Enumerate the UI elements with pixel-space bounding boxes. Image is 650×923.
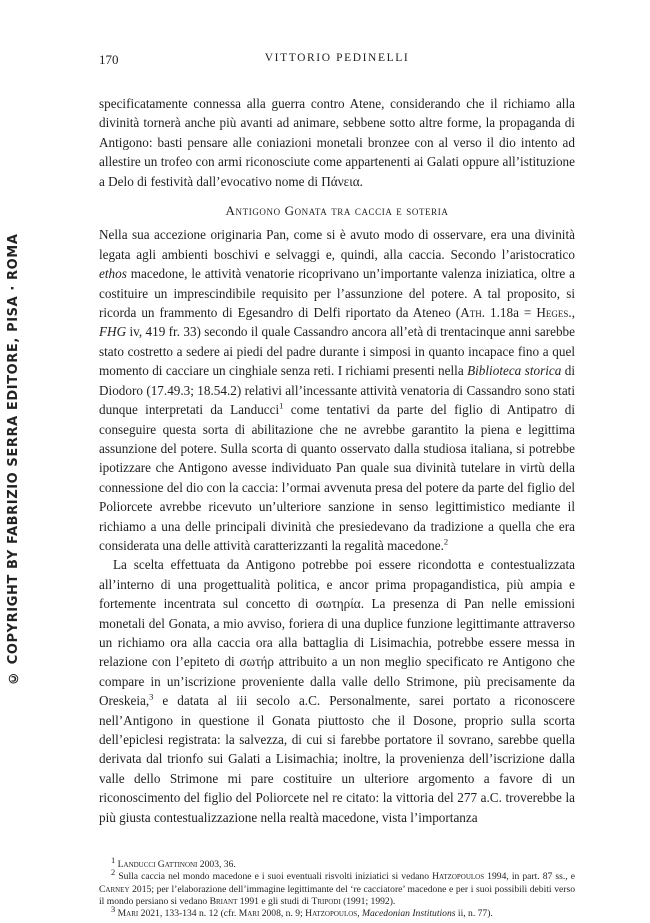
footnote-ref-1[interactable]: 1 [279,400,284,411]
citation-fhg: FHG [99,324,127,340]
footnotes [99,854,575,920]
running-author: VITTORIO PEDINELLI [264,52,410,64]
page [99,52,575,921]
footnote-ref-3[interactable]: 3 [149,691,154,702]
footnote-ref-2[interactable]: 2 [443,536,449,547]
paragraph-1: Nella sua accezione originaria Pan, come si è avuto modo di osservare, era una divinità legata agli ambienti boschivi e selvaggi e, quindi, alla caccia. Secondo l’aristocratico ethos macedone, le attività venatorie ricoprivano un’importante valenza iniziatica, oltre a costituire un imprescindibile requisito per l’assunzione del potere. A tal proposito, si ricorda un frammento di Egesandro di Delfi riportato da Ateneo (Ath. 1.18a = Heges., FHG iv, 419 fr. 33) secondo il quale Cassandro ancora all’età di trentacinque anni sarebbe stato costretto a sedere ai piedi del padre durante i simposi in quanto incapace fino a quel momento di cacciare un cinghiale senza reti. I richiami presenti nella Biblioteca storica di Diodoro (17.49.3; 18.54.2) relativi all’incessante attività venatoria di Cassandro sono stati dunque interpretati da Landucci$^1$ come tentativi da parte del figlio di Antipatro di conseguire questa sorta di abilitazione che ne avrebbe garantito la piena e legittima assunzione del potere. Sulla scorta di quanto osservato dalla studiosa italiana, si potrebbe ipotizzare che Antigono avesse individuato Pan quale sua divinità tutelare in virtù della connessione del dio con la caccia: l’ormai avvenuta presa del potere da parte del figlio del Poliorcete avrebbe ricevuto un’ulteriore sanzione in senso legittimistico mediante il richiamo a una delle principali divinità che presiedevano da tradizione a quella che era considerata una delle attività caratterizzanti la regalità macedone.$^2$ [99,227,575,553]
footnote-1: $^1$ Landucci Gattinoni 2003, 36. [111,854,236,871]
footnote-2: $^2$ Sulla caccia nel mondo macedone e i suoi eventuali risvolti iniziatici si vedano Hatzopoulos 1994, in part. 87 ss., e Carney 2015; per l’elaborazione dell’immagine legittimante del ‘re cacciatore’ macedone e per i suoi possibili debiti verso il mondo persiano si vedano Briant 1991 e gli studi di Tripodi (1991; 1992). [99,867,575,907]
running-head [99,52,575,72]
paragraph-2: La scelta effettuata da Antigono potrebbe poi essere ricondotta e contestualizzata all’interno di una progettualità politica, e ancor prima propagandistica, più ampia e fortemente incentrata sul concetto di σωτηρία. La presenza di Pan nelle emissioni monetali del Gonata, a mio avviso, foriera di una duplice funzione legittimante attraverso un richiamo ora alla caccia ora alla battaglia di Lisimachia, potrebbe essere messa in relazione con l’epiteto di σωτήρ attribuito a un non meglio specificato re Antigono che compare in un’iscrizione proveniente dalla valle dello Strimone, più precisamente da Oreskeia,$^3$ e datata al iii secolo a.C. Personalmente, sarei portato a riconoscere nell’Antigono in questione il Gonata piuttosto che il Dosone, proprio sulla scorta dell’epiclesi registrata: la salvezza, di cui si farebbe portatore il sovrano, sarebbe quella derivata dal trionfo sui Galati a Lisimachia; inoltre, la provenienza dell’iscrizione dalla valle dello Strimone mi pare costituire un ulteriore argomento a favore di un riconoscimento del figlio del Poliorcete nel re citato: la vittoria del 277 a.C. troverebbe la più giusta contestualizzazione nella realtà macedone, vista l’importanza [99,557,575,825]
body-text [99,94,575,827]
paragraph-intro: specificatamente connessa alla guerra contro Atene, considerando che il richiamo alla divinità tornerà anche più avanti ad animare, sebbene sotto altre forme, la propaganda di Antigono: basti pensare alle coniazioni monetali bronzee con al verso il dio intento ad allestire un trofeo con armi riconosciute come appartenenti ai Galati oppure all’istituzione a Delo di festività dall’evocativo nome di Πάνεια. [99,96,575,189]
copyright-notice: © COPYRIGHT BY FABRIZIO SERRA EDITORE, PISA · ROMA [6,233,21,685]
page-number: 170 [99,52,119,67]
footnote-3: $^3$ Mari 2021, 133-134 n. 12 (cfr. Mari 2008, n. 9; Hatzopoulos, Macedonian Institutions ii, n. 77). [111,904,493,920]
title-biblioteca: Biblioteca storica [467,363,562,379]
citation-ath: Ath. [460,305,486,321]
ethos-term: ethos [99,266,127,282]
section-title: Antigono Gonata tra caccia e soteria [225,203,449,219]
citation-heges: Heges. [536,305,572,321]
